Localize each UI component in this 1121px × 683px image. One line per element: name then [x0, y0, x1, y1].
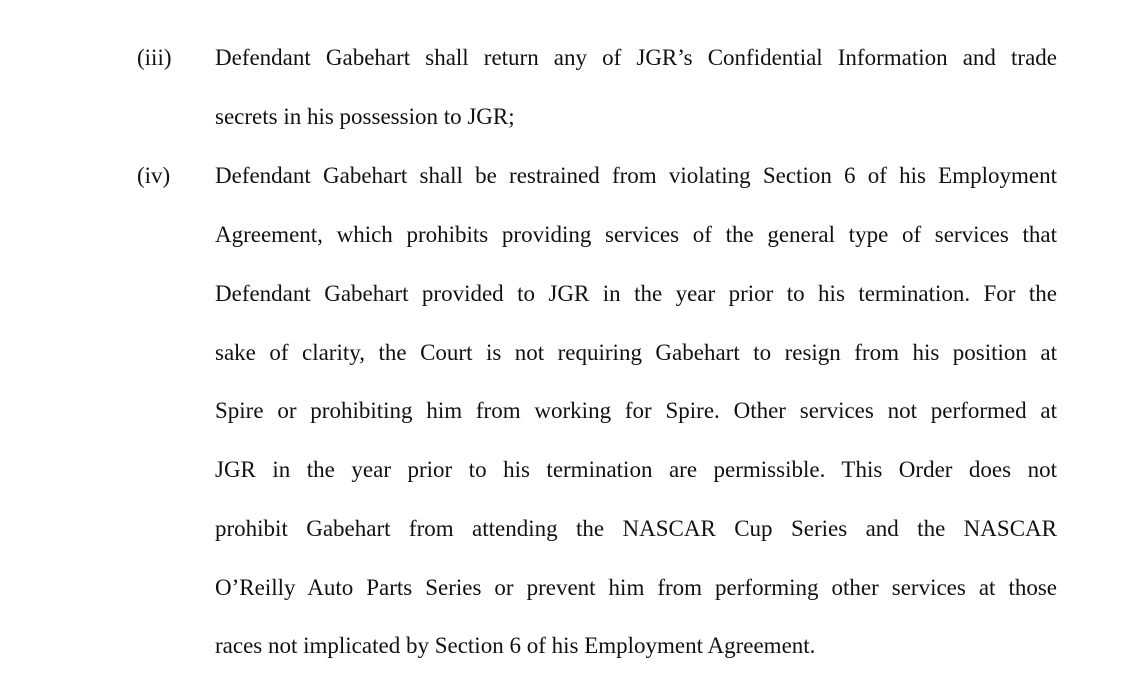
paragraph-line: secrets in his possession to JGR; [215, 104, 515, 129]
item-label: (iv) [137, 163, 171, 188]
paragraph-line: races not implicated by Section 6 of his Employment Agreement. [215, 633, 816, 658]
paragraph-line: Spire or prohibiting him from working for Spire. Other services not performed at [215, 398, 1057, 423]
paragraph-line: Defendant Gabehart shall return any of JGR’s Confidential Information and trade [215, 45, 1057, 70]
paragraph-line: Defendant Gabehart provided to JGR in the year prior to his termination. For the [215, 281, 1057, 306]
paragraph-line: O’Reilly Auto Parts Series or prevent him from performing other services at those [215, 575, 1057, 600]
paragraph-line: Agreement, which prohibits providing services of the general type of services that [215, 222, 1057, 247]
item-label: (iii) [137, 45, 172, 70]
paragraph-line: sake of clarity, the Court is not requiring Gabehart to resign from his position at [215, 340, 1057, 365]
paragraph-line: prohibit Gabehart from attending the NASCAR Cup Series and the NASCAR [215, 516, 1057, 541]
paragraph-line: Defendant Gabehart shall be restrained from violating Section 6 of his Employment [215, 163, 1057, 188]
paragraph-line: JGR in the year prior to his termination are permissible. This Order does not [215, 457, 1057, 482]
